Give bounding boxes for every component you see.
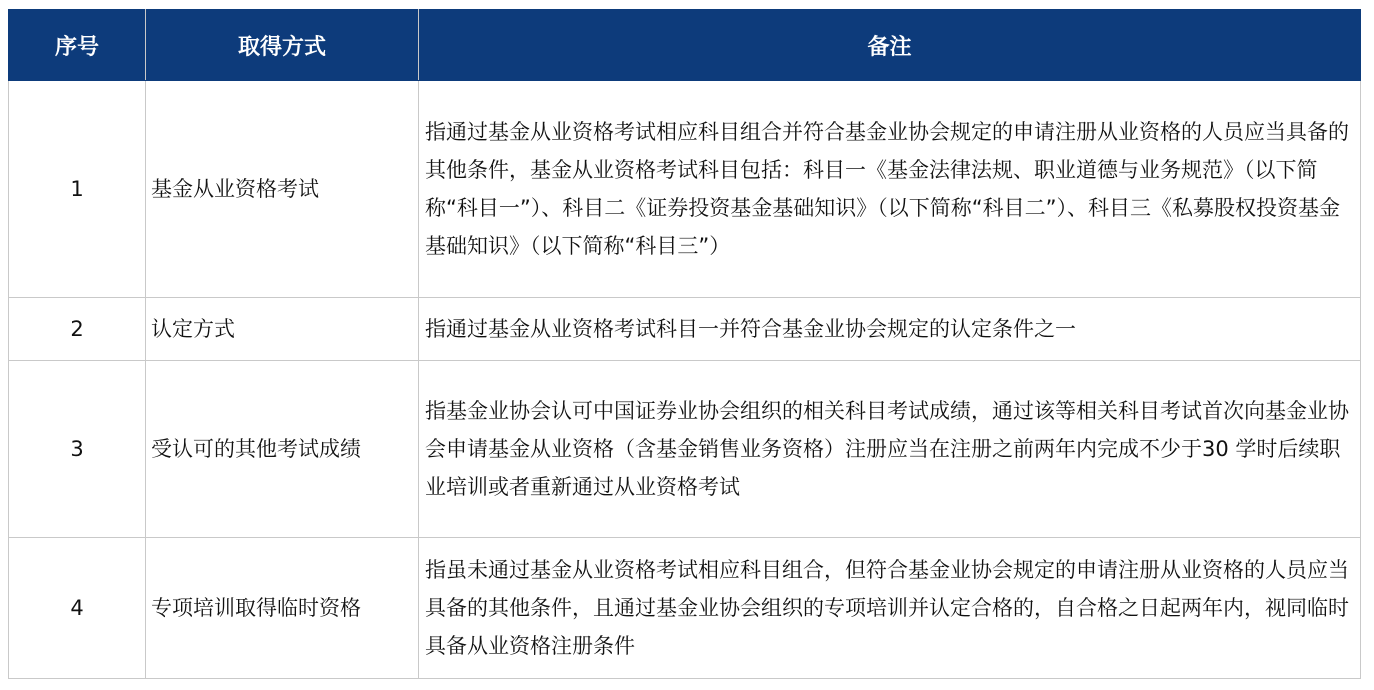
table-row <box>9 81 1361 298</box>
qualification-table <box>8 9 1361 679</box>
cell-note: 指通过基金从业资格考试相应科目组合并符合基金业协会规定的申请注册从业资格的人员应当具备的其他条件，基金从业资格考试科目包括：科目一《基金法律法规、职业道德与业务规范》（以下简称“科目一”）、科目二《证券投资基金基础知识》（以下简称“科目二”）、科目三《私募股权投资基金基础知识》（以下简称“科目三”） <box>419 81 1361 298</box>
table-row <box>9 361 1361 538</box>
cell-method: 认定方式 <box>146 298 419 361</box>
table-row <box>9 298 1361 361</box>
cell-note: 指虽未通过基金从业资格考试相应科目组合，但符合基金业协会规定的申请注册从业资格的人员应当具备的其他条件，且通过基金业协会组织的专项培训并认定合格的，自合格之日起两年内，视同临时具备从业资格注册条件 <box>419 538 1361 679</box>
cell-number: 3 <box>9 361 146 538</box>
header-method: 取得方式 <box>146 10 419 81</box>
cell-note: 指基金业协会认可中国证券业协会组织的相关科目考试成绩，通过该等相关科目考试首次向基金业协会申请基金从业资格（含基金销售业务资格）注册应当在注册之前两年内完成不少于30 学时后续职业培训或者重新通过从业资格考试 <box>419 361 1361 538</box>
cell-number: 1 <box>9 81 146 298</box>
cell-method: 受认可的其他考试成绩 <box>146 361 419 538</box>
cell-number: 2 <box>9 298 146 361</box>
header-note: 备注 <box>419 10 1361 81</box>
cell-method: 基金从业资格考试 <box>146 81 419 298</box>
qualification-table-wrapper <box>8 9 1360 679</box>
cell-number: 4 <box>9 538 146 679</box>
table-header-row <box>9 10 1361 81</box>
cell-note: 指通过基金从业资格考试科目一并符合基金业协会规定的认定条件之一 <box>419 298 1361 361</box>
cell-method: 专项培训取得临时资格 <box>146 538 419 679</box>
header-number: 序号 <box>9 10 146 81</box>
table-row <box>9 538 1361 679</box>
